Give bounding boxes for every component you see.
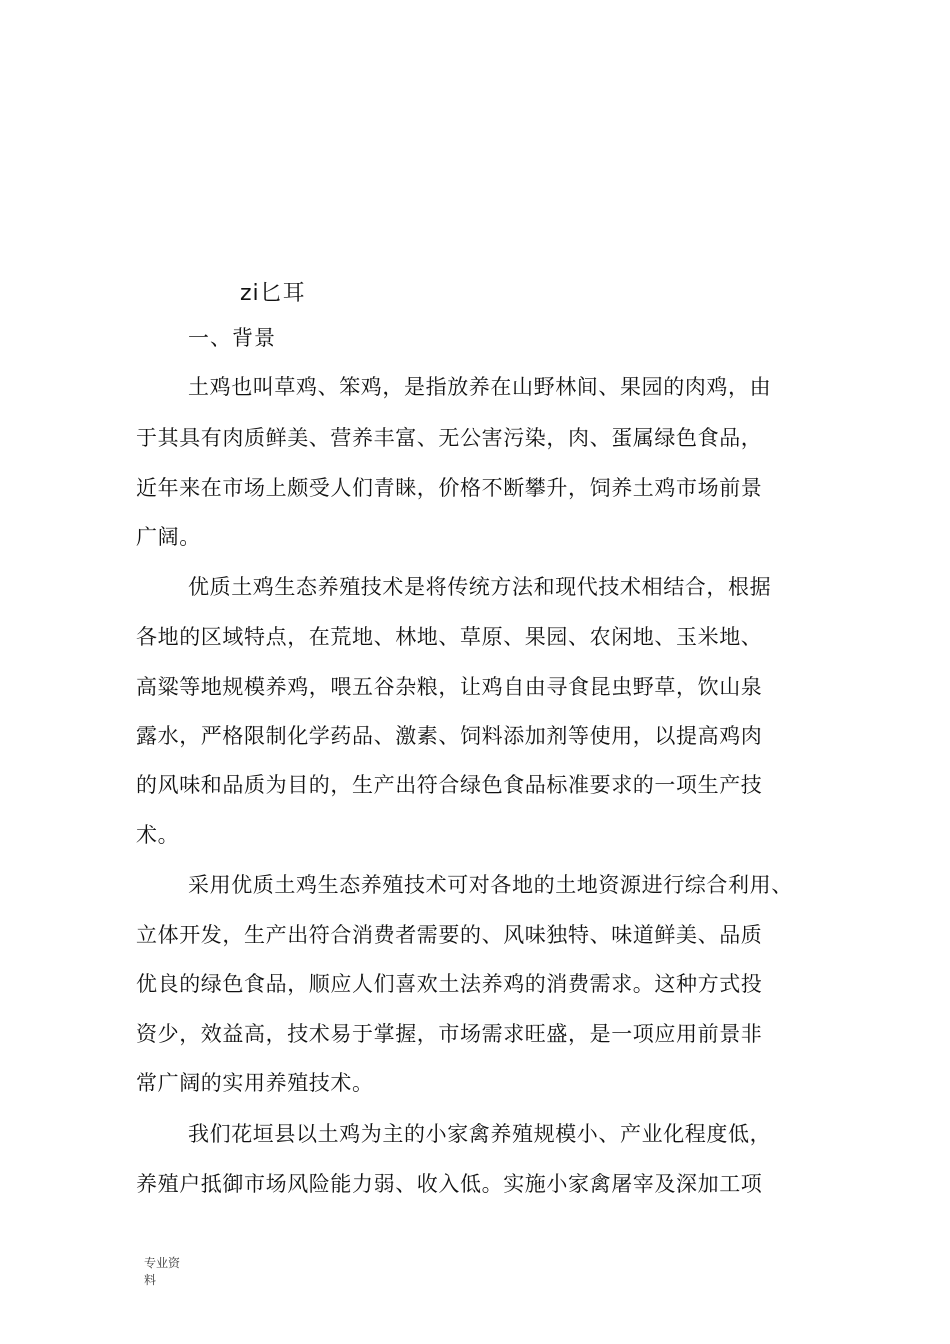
paragraph-line: 优质土鸡生态养殖技术是将传统方法和现代技术相结合，根据 [188, 575, 772, 599]
paragraph-line: 常广阔的实用养殖技术。 [136, 1071, 374, 1095]
document-title: zi匕耳 [240, 281, 306, 306]
paragraph-line: 我们花垣县以土鸡为主的小家禽养殖规模小、产业化程度低， [188, 1122, 772, 1146]
section-heading: 一、背景 [188, 326, 276, 350]
paragraph-line: 资少，效益高，技术易于掌握，市场需求旺盛，是一项应用前景非 [136, 1022, 763, 1046]
paragraph-line: 近年来在市场上颇受人们青睐，价格不断攀升，饲养土鸡市场前景 [136, 476, 763, 500]
paragraph-line: 术。 [136, 823, 180, 847]
paragraph-line: 各地的区域特点，在荒地、林地、草原、果园、农闲地、玉米地、 [136, 625, 763, 649]
page-footer [144, 1255, 204, 1289]
paragraph-line: 养殖户抵御市场风险能力弱、收入低。实施小家禽屠宰及深加工项 [136, 1172, 763, 1196]
paragraph-line: 于其具有肉质鲜美、营养丰富、无公害污染，肉、蛋属绿色食品， [136, 426, 763, 450]
paragraph-line: 的风味和品质为目的，生产出符合绿色食品标准要求的一项生产技 [136, 773, 763, 797]
paragraph-line: 立体开发，生产出符合消费者需要的、风味独特、味道鲜美、品质 [136, 923, 763, 947]
paragraph-line: 优良的绿色食品，顺应人们喜欢土法养鸡的消费需求。这种方式投 [136, 972, 763, 996]
paragraph-line: 高粱等地规模养鸡，喂五谷杂粮，让鸡自由寻食昆虫野草，饮山泉 [136, 675, 763, 699]
paragraph-line: 采用优质土鸡生态养殖技术可对各地的土地资源进行综合利用、 [188, 873, 793, 897]
paragraph-line: 露水，严格限制化学药品、激素、饲料添加剂等使用，以提高鸡肉 [136, 724, 763, 748]
footer-line: 料 [144, 1273, 157, 1287]
paragraph-line: 土鸡也叫草鸡、笨鸡，是指放养在山野林间、果园的肉鸡，由 [188, 375, 772, 399]
footer-line: 专业资 [144, 1256, 181, 1270]
paragraph-line: 广阔。 [136, 525, 201, 549]
